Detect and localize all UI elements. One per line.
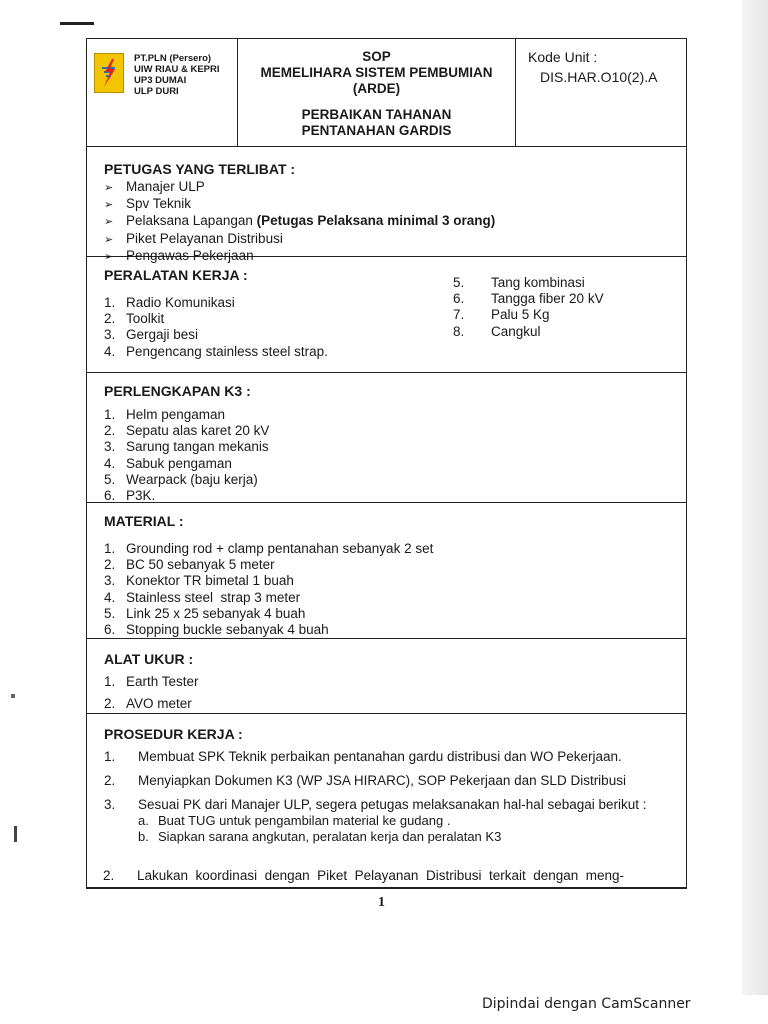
list-item: 4. Sabuk pengaman: [104, 455, 232, 471]
section-title: PERALATAN KERJA :: [104, 267, 248, 283]
arrow-bullet-icon: ➢: [104, 233, 114, 246]
scan-edge: [742, 0, 768, 995]
section-k3: [87, 373, 686, 503]
section-title: PETUGAS YANG TERLIBAT :: [104, 161, 296, 177]
list-item: 8. Cangkul: [453, 323, 541, 339]
list-item: ➢ Piket Pelayanan Distribusi: [104, 231, 686, 248]
list-item: 5. Link 25 x 25 sebanyak 4 buah: [104, 605, 306, 621]
section-title: MATERIAL :: [104, 513, 184, 529]
list-item: 3. Gergaji besi: [104, 327, 199, 343]
unit-code-label: Kode Unit :: [528, 49, 598, 65]
list-item: 5. Wearpack (baju kerja): [104, 471, 258, 487]
procedure-step: 1. Membuat SPK Teknik perbaikan pentanahan gardu distribusi dan WO Pekerjaan.: [104, 749, 622, 764]
unit-code-value: DIS.HAR.O10(2).A: [540, 69, 658, 85]
list-item: 6. Tangga fiber 20 kV: [453, 291, 604, 307]
peralatan-right-column: [453, 275, 604, 340]
section-petugas: [87, 147, 686, 263]
arrow-bullet-icon: ➢: [104, 250, 114, 263]
section-peralatan: [87, 257, 686, 373]
procedure-step: 2. Menyiapkan Dokumen K3 (WP JSA HIRARC), SOP Pekerjaan dan SLD Distribusi: [104, 773, 626, 788]
list-item: 2. AVO meter: [104, 696, 192, 712]
scanner-watermark: Dipindai dengan CamScanner: [482, 996, 691, 1012]
section-material: [87, 503, 686, 639]
scan-mark: [11, 694, 15, 698]
list-item: 1. Grounding rod + clamp pentanahan sebanyak 2 set: [104, 541, 434, 556]
section-title: PROSEDUR KERJA :: [104, 726, 243, 742]
list-item: 3. Sarung tangan mekanis: [104, 439, 269, 455]
list-item: 6. P3K.: [104, 488, 156, 504]
list-item: 2. Sepatu alas karet 20 kV: [104, 423, 270, 439]
arrow-bullet-icon: ➢: [104, 182, 114, 194]
document-header: [87, 39, 686, 147]
list-item: 6. Stopping buckle sebanyak 4 buah: [104, 622, 329, 638]
list-item: ➢ Manajer ULP: [104, 179, 686, 196]
procedure-step: 2. Lakukan koordinasi dengan Piket Pelayanan Distribusi terkait dengan meng-: [103, 868, 625, 883]
list-item: 2. BC 50 sebanyak 5 meter: [104, 557, 275, 573]
list-item: 1. Helm pengaman: [104, 407, 226, 422]
section-title: ALAT UKUR :: [104, 651, 194, 667]
list-item: 4. Pengencang stainless steel strap.: [104, 343, 328, 359]
list-item: 2. Toolkit: [104, 311, 165, 327]
list-item: 1. Radio Komunikasi: [104, 295, 235, 310]
list-item: 1. Earth Tester: [104, 674, 199, 689]
list-item: 3. Konektor TR bimetal 1 buah: [104, 573, 294, 589]
page-bottom-rule: [86, 887, 687, 889]
section-prosedur: [87, 714, 686, 844]
organization-block: [87, 39, 238, 146]
scan-mark: [60, 22, 94, 25]
arrow-bullet-icon: ➢: [104, 199, 114, 212]
unit-code: [516, 39, 686, 146]
procedure-substep: a. Buat TUG untuk pengambilan material ke gudang .: [138, 813, 451, 828]
list-item: 7. Palu 5 Kg: [453, 307, 550, 323]
list-item: 4. Stainless steel strap 3 meter: [104, 589, 301, 605]
procedure-step: 3. Sesuai PK dari Manajer ULP, segera petugas melaksanakan hal-hal sebagai berikut :: [104, 797, 647, 812]
pln-logo-icon: [94, 53, 124, 93]
procedure-substep: b. Siapkan sarana angkutan, peralatan kerja dan peralatan K3: [138, 828, 502, 844]
arrow-bullet-icon: ➢: [104, 216, 114, 229]
sop-title: SOP MEMELIHARA SISTEM PEMBUMIAN (ARDE) PERBAIKAN TAHANAN PENTANAHAN GARDIS: [238, 39, 516, 146]
list-item: 5. Tang kombinasi: [453, 275, 585, 290]
section-alat-ukur: [87, 639, 686, 714]
list-item: ➢ Spv Teknik: [104, 196, 686, 213]
list-item: ➢ Pelaksana Lapangan (Petugas Pelaksana minimal 3 orang): [104, 213, 686, 230]
scan-mark: [14, 826, 17, 842]
sop-document: [86, 38, 687, 888]
list-item: ➢ Pengawas Pekerjaan: [104, 248, 686, 265]
organization-name: PT.PLN (Persero) UIW RIAU & KEPRI UP3 DUMAI ULP DURI: [134, 53, 220, 97]
section-title: PERLENGKAPAN K3 :: [104, 383, 251, 399]
page-number: 1: [378, 895, 385, 910]
